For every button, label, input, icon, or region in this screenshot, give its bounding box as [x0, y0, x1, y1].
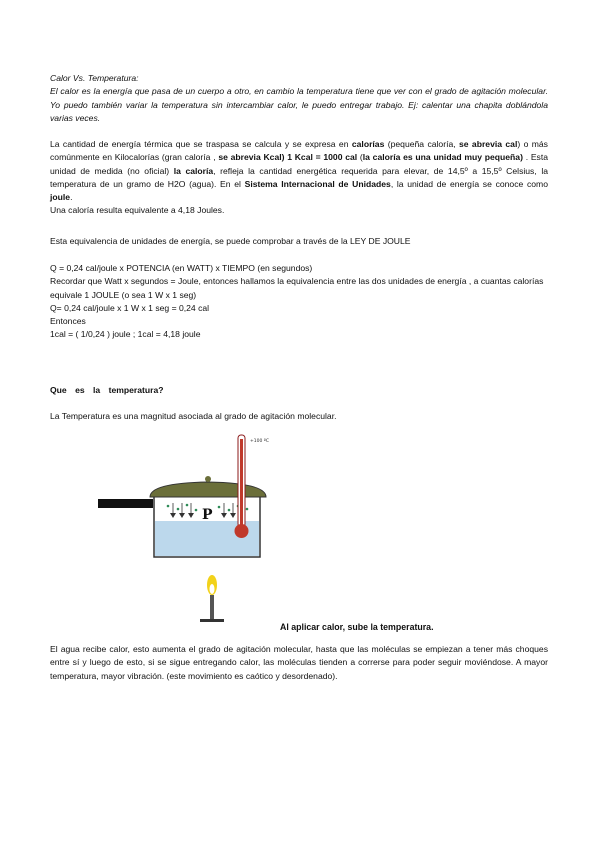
lid-knob: [205, 476, 211, 482]
joule-intro: Esta equivalencia de unidades de energía, se puede comprobar a través de la LEY DE JOULE: [50, 236, 411, 246]
intro-body: El calor es la energía que pasa de un cuerpo a otro, en cambio la temperatura tiene que ver con el grado de agitación molecular. Yo puedo también variar la temperatura sin intercambiar calor, le puedo entregar trabajo. Ej: calentar una chapita doblándola varias veces.: [50, 86, 548, 123]
text-run: , la unidad de energía se conoce como: [390, 178, 548, 189]
intro-section: [50, 72, 548, 125]
text-run: (: [357, 152, 363, 163]
text-run-bold: la caloría es una unidad muy pequeña): [362, 152, 523, 163]
text-run-bold: se abrevia Kcal) 1 Kcal = 1000 cal: [218, 152, 358, 163]
thermometer-label: +100 ºC: [250, 439, 270, 444]
calorias-equivalence: Una caloría resulta equivalente a 4,18 Joules.: [50, 205, 225, 216]
text-run-bold: Sistema Internacional de Unidades: [244, 178, 391, 189]
temperatura-heading: Que es la temperatura?: [50, 385, 164, 395]
text-run-bold: la caloría: [173, 165, 214, 176]
text-run-bold: joule: [50, 192, 71, 203]
joule-formulas: [50, 262, 548, 342]
pot-diagram: [98, 433, 288, 631]
flame-inner: [210, 584, 215, 594]
burner-stem: [210, 595, 214, 619]
text-run-bold: calorías: [351, 139, 385, 149]
temperatura-definition: La Temperatura es una magnitud asociada al grado de agitación molecular.: [50, 411, 337, 421]
calorias-section: [50, 138, 548, 218]
joule-line-2: Recordar que Watt x segundos = Joule, entonces hallamos la equivalencia entre las dos unidades de energía , a cuantas calorías equivale 1 JOULE (o sea 1 W x 1 seg): [50, 276, 544, 300]
text-run: , refleja la cantidad energética requerida para elevar, de 14,5º a 15,5º Celsius, la temperatura de un gramo de H2O (agua). En el: [50, 165, 549, 189]
joule-line-4: Entonces: [50, 316, 86, 327]
text-run: La cantidad de energía térmica que se traspasa se calcula y se expresa en: [50, 139, 352, 149]
pot-illustration: [98, 433, 288, 631]
joule-line-1: Q = 0,24 cal/joule x POTENCIA (en WATT) x TIEMPO (en segundos): [50, 263, 313, 273]
intro-heading-colon: :: [136, 73, 139, 83]
burner-base: [200, 619, 224, 622]
joule-line-3: Q= 0,24 cal/joule x 1 W x 1 seg = 0,24 cal: [50, 302, 210, 313]
temperatura-explanation: El agua recibe calor, esto aumenta el grado de agitación molecular, hasta que las moléculas se empiezan a tener más choques entre sí y luego de esto, si se sigue entregando calor, las moléculas tienden a correrse para poder seguir moviéndose. A mayor temperatura, mayor vibración. (este movimiento es caótico y desordenado).: [50, 644, 548, 681]
text-run: ) o más comúnmente en Kilocalorías (gran caloría ,: [50, 139, 548, 163]
calorias-paragraph: [50, 138, 548, 204]
text-run: . Esta unidad de medida (no oficial): [50, 152, 549, 176]
pot-handle: [98, 499, 153, 508]
intro-heading: Calor Vs. Temperatura: [50, 73, 137, 83]
figure-caption: Al aplicar calor, sube la temperatura.: [280, 622, 434, 632]
joule-line-5: 1cal = ( 1/0,24 ) joule ; 1cal = 4,18 joule: [50, 329, 201, 340]
thermometer-mercury: [240, 439, 243, 527]
thermometer-bulb: [235, 524, 249, 538]
intro-heading-line: [50, 72, 548, 85]
pressure-label: P: [202, 507, 213, 523]
text-run: (pequeña caloría,: [384, 139, 459, 149]
text-run-bold: se abrevia cal: [459, 139, 518, 149]
text-run: .: [70, 192, 73, 203]
pot-lid: [150, 482, 266, 497]
